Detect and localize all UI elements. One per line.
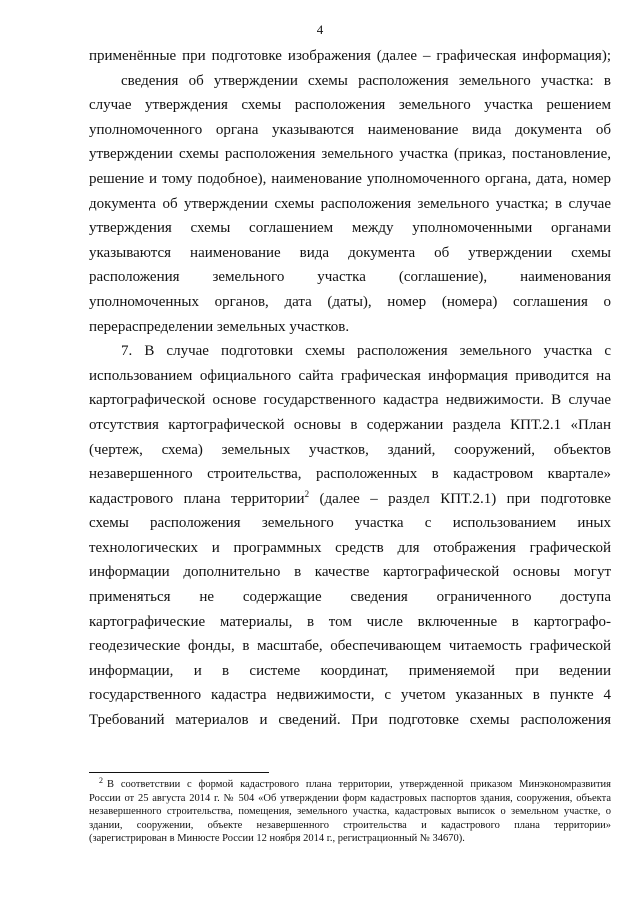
- body-line-part: (далее – раздел КПТ.2.1) при подготовке: [309, 490, 611, 507]
- body-line: случае утверждения схемы расположения земельного участка решением: [89, 97, 611, 114]
- body-line: технологических и программных средств для отображения графической: [89, 539, 611, 556]
- body-line: уполномоченных органов, дата (даты), номер (номера) соглашения о: [89, 293, 611, 310]
- body-line: (чертеж, схема) земельных участков, зданий, сооружений, объектов: [89, 441, 611, 458]
- body-line: решение и тому подобное), наименование уполномоченного органа, дата, номер: [89, 170, 611, 187]
- body-line: информации, и в системе координат, применяемой при ведении: [89, 662, 611, 679]
- footnote-line: [89, 775, 611, 792]
- body-line: указываются наименование вида документа об утверждении схемы: [89, 244, 611, 261]
- page-number: 4: [316, 22, 324, 37]
- footnote-separator: [89, 772, 269, 773]
- footnote-marker: 2: [99, 775, 103, 785]
- body-line: расположения земельного участка (соглашение), наименования: [89, 269, 611, 286]
- body-line: схемы расположения земельного участка с использованием иных: [89, 515, 611, 532]
- footnote: [89, 775, 611, 846]
- body-line: отсутствия картографической основы в содержании раздела КПТ.2.1 «План: [89, 416, 611, 433]
- body-line: применяться не содержащие сведения ограниченного доступа: [89, 589, 611, 606]
- body-line: документа об утверждении схемы расположения земельного участка; в случае: [89, 195, 611, 212]
- body-line-with-footnote-ref: [89, 487, 611, 512]
- body-line: 7. В случае подготовки схемы расположения земельного участка с: [121, 343, 611, 360]
- footnote-reference: 2: [304, 488, 310, 499]
- footnote-line-text: В соответствии с формой кадастрового плана территории, утвержденной приказом Минэкономразвития: [107, 779, 611, 790]
- body-line: информации дополнительно в качестве картографической основы могут: [89, 564, 611, 581]
- body-line-part: кадастрового плана территории: [89, 490, 305, 507]
- body-line: утверждения схемы соглашением между уполномоченными органами: [89, 220, 611, 237]
- footnote-line: здании, сооружении, объекте незавершенного строительства и кадастрового плана территории»: [89, 819, 611, 831]
- body-line: уполномоченного органа указываются наименование вида документа об: [89, 121, 611, 138]
- body-line: использованием официального сайта графическая информация приводится на: [89, 367, 611, 384]
- body-line: государственного кадастра недвижимости, с учетом указанных в пункте 4: [89, 687, 611, 704]
- body-line: картографические материалы, в том числе включенные в картографо-: [89, 613, 611, 630]
- body-line: утверждении схемы расположения земельного участка (приказ, постановление,: [89, 146, 611, 163]
- body-line: картографической основе государственного кадастра недвижимости. В случае: [89, 392, 611, 409]
- footnote-line: России от 25 августа 2014 г. № 504 «Об утверждении форм кадастровых паспортов здания, сооружения, объекта: [89, 792, 611, 804]
- body-line: перераспределении земельных участков.: [89, 318, 350, 335]
- footnote-line: незавершенного строительства, помещения, земельного участка, кадастровых выписок о земельном участке, о: [89, 806, 611, 818]
- body-line: Требований материалов и сведений. При подготовке схемы расположения: [89, 712, 611, 729]
- body-line: незавершенного строительства, расположенных в кадастровом квартале»: [89, 466, 611, 483]
- body-text: [89, 44, 611, 733]
- body-line: сведения об утверждении схемы расположения земельного участка: в: [121, 72, 611, 89]
- body-line: применённые при подготовке изображения (далее – графическая информация);: [89, 48, 611, 64]
- body-line: геодезические фонды, в масштабе, обеспечивающем читаемость графической: [89, 638, 611, 655]
- footnote-line: (зарегистрирован в Минюсте России 12 ноября 2014 г., регистрационный № 34670).: [89, 833, 465, 845]
